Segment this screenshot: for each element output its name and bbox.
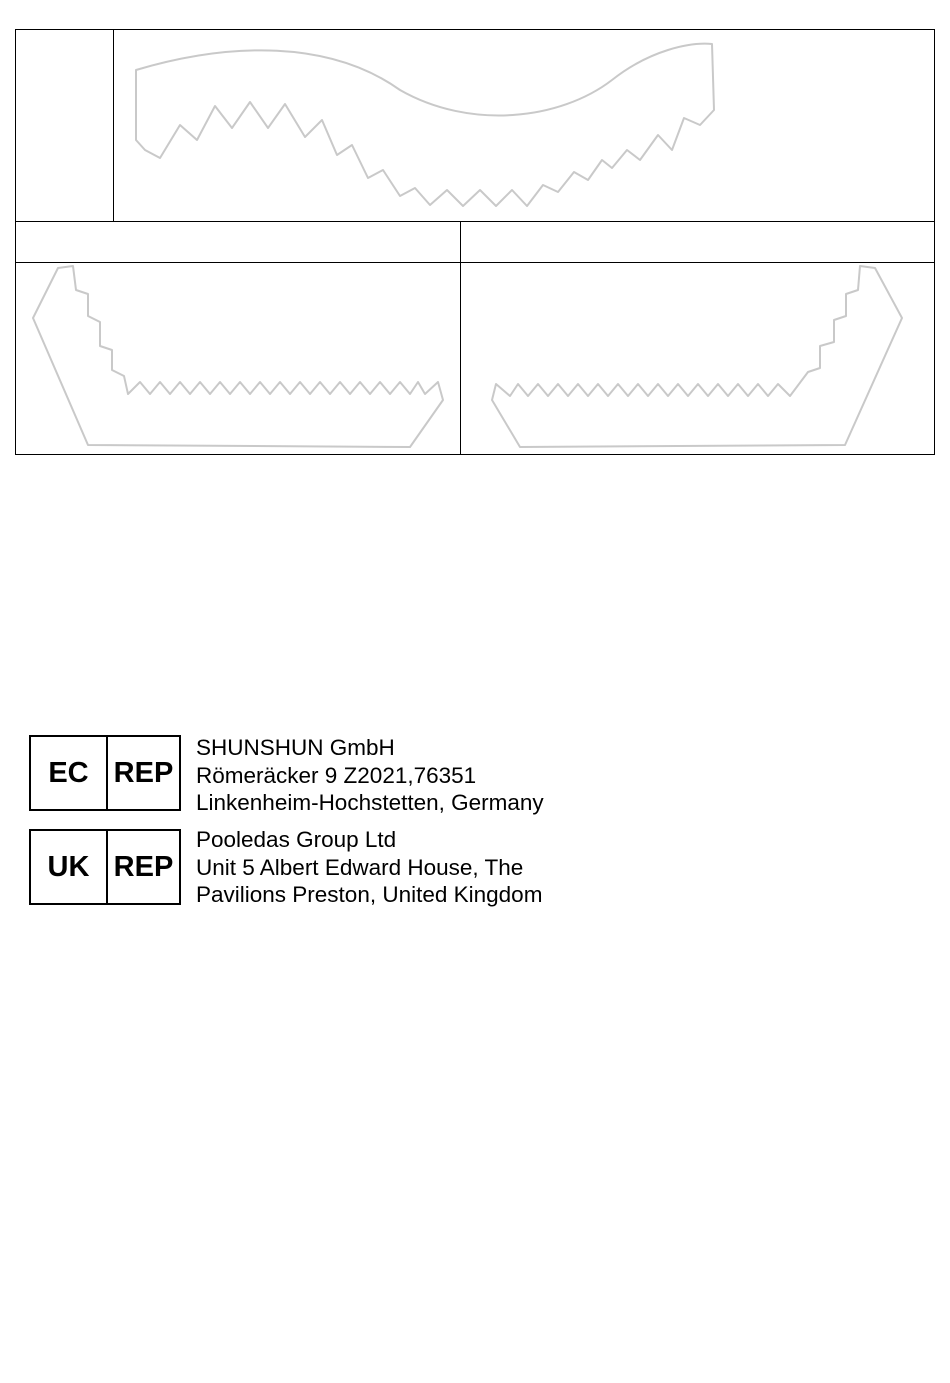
- address-line: Pavilions Preston, United Kingdom: [196, 882, 543, 907]
- rep-label: REP: [113, 850, 174, 883]
- ec-label: EC: [31, 737, 108, 809]
- ec-rep-address: [196, 734, 544, 817]
- address-line: Römeräcker 9 Z2021,76351: [196, 762, 477, 788]
- uk-rep-address: [196, 826, 542, 909]
- ec-rep-symbol: [29, 735, 181, 811]
- uk-label: UK: [31, 831, 108, 903]
- address-line: SHUNSHUN GmbH: [196, 735, 395, 760]
- address-line: Pooledas Group Ltd: [196, 827, 397, 852]
- address-line: Linkenheim-Hochstetten, Germany: [196, 790, 544, 815]
- rep-label: REP: [113, 756, 174, 789]
- address-line: Unit 5 Albert Edward House, The: [196, 854, 524, 880]
- curved-insert-image: [0, 0, 950, 460]
- uk-rep-symbol: [29, 829, 181, 905]
